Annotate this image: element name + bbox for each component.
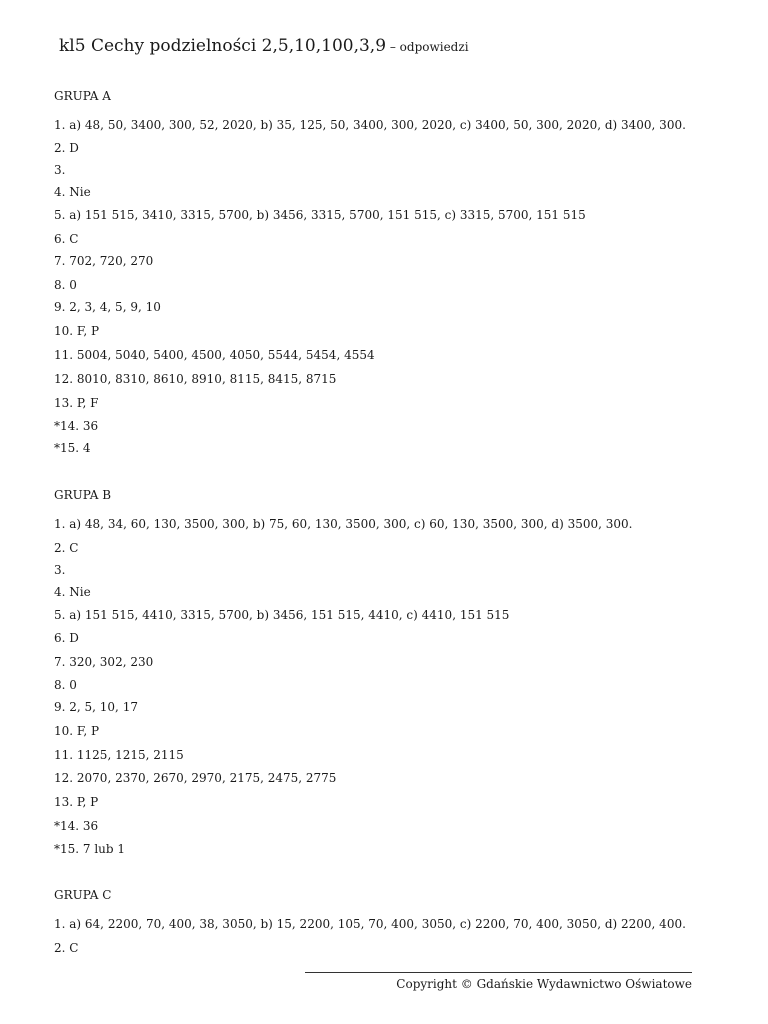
answer-line: 8. 0 (54, 678, 77, 692)
answer-line: 13. P, F (54, 396, 99, 410)
footer-divider (305, 972, 692, 973)
answer-line: 1. a) 48, 50, 3400, 300, 52, 2020, b) 35, 125, 50, 3400, 300, 2020, c) 3400, 50, 300, 2020, d) 3400, 300. (54, 118, 686, 132)
answer-line: 11. 5004, 5040, 5400, 4500, 4050, 5544, 5454, 4554 (54, 348, 375, 362)
answer-line: 1. a) 48, 34, 60, 130, 3500, 300, b) 75, 60, 130, 3500, 300, c) 60, 130, 3500, 300, d) 3500, 300. (54, 517, 633, 531)
footer-copyright: Copyright © Gdańskie Wydawnictwo Oświatowe (396, 977, 692, 991)
group-heading-a: GRUPA A (54, 89, 111, 103)
answer-line: *15. 4 (54, 441, 91, 455)
page-title (59, 36, 469, 56)
group-heading-b: GRUPA B (54, 488, 112, 502)
answer-line: 9. 2, 5, 10, 17 (54, 700, 138, 714)
answer-line: 12. 8010, 8310, 8610, 8910, 8115, 8415, 8715 (54, 372, 337, 386)
answer-line: 2. D (54, 141, 79, 155)
answer-line: 5. a) 151 515, 3410, 3315, 5700, b) 3456, 3315, 5700, 151 515, c) 3315, 5700, 151 515 (54, 208, 586, 222)
answer-line: 3. (54, 563, 66, 577)
answer-line: 9. 2, 3, 4, 5, 9, 10 (54, 300, 161, 314)
answer-line: 4. Nie (54, 585, 91, 599)
answer-line: 7. 320, 302, 230 (54, 655, 154, 669)
answer-line: *15. 7 lub 1 (54, 842, 126, 856)
answer-line: 1. a) 64, 2200, 70, 400, 38, 3050, b) 15, 2200, 105, 70, 400, 3050, c) 2200, 70, 400, 3050, d) 2200, 400. (54, 917, 686, 931)
answer-line: 10. F, P (54, 724, 100, 738)
answer-line: 13. P, P (54, 795, 99, 809)
answer-line: 6. C (54, 232, 79, 246)
answer-line: 6. D (54, 631, 79, 645)
answer-line: *14. 36 (54, 419, 99, 433)
answer-line: 11. 1125, 1215, 2115 (54, 748, 184, 762)
title-subtitle: – odpowiedzi (386, 40, 469, 54)
answer-line: 12. 2070, 2370, 2670, 2970, 2175, 2475, 2775 (54, 771, 337, 785)
answer-line: 2. C (54, 541, 79, 555)
answer-line: 7. 702, 720, 270 (54, 254, 154, 268)
answer-line: *14. 36 (54, 819, 99, 833)
answer-line: 2. C (54, 941, 79, 955)
answer-line: 5. a) 151 515, 4410, 3315, 5700, b) 3456, 151 515, 4410, c) 4410, 151 515 (54, 608, 510, 622)
answer-line: 10. F, P (54, 324, 100, 338)
title-main: kl5 Cechy podzielności 2,5,10,100,3,9 (59, 36, 387, 56)
answer-line: 3. (54, 163, 66, 177)
group-heading-c: GRUPA C (54, 888, 112, 902)
answer-line: 4. Nie (54, 185, 91, 199)
answer-line: 8. 0 (54, 278, 77, 292)
